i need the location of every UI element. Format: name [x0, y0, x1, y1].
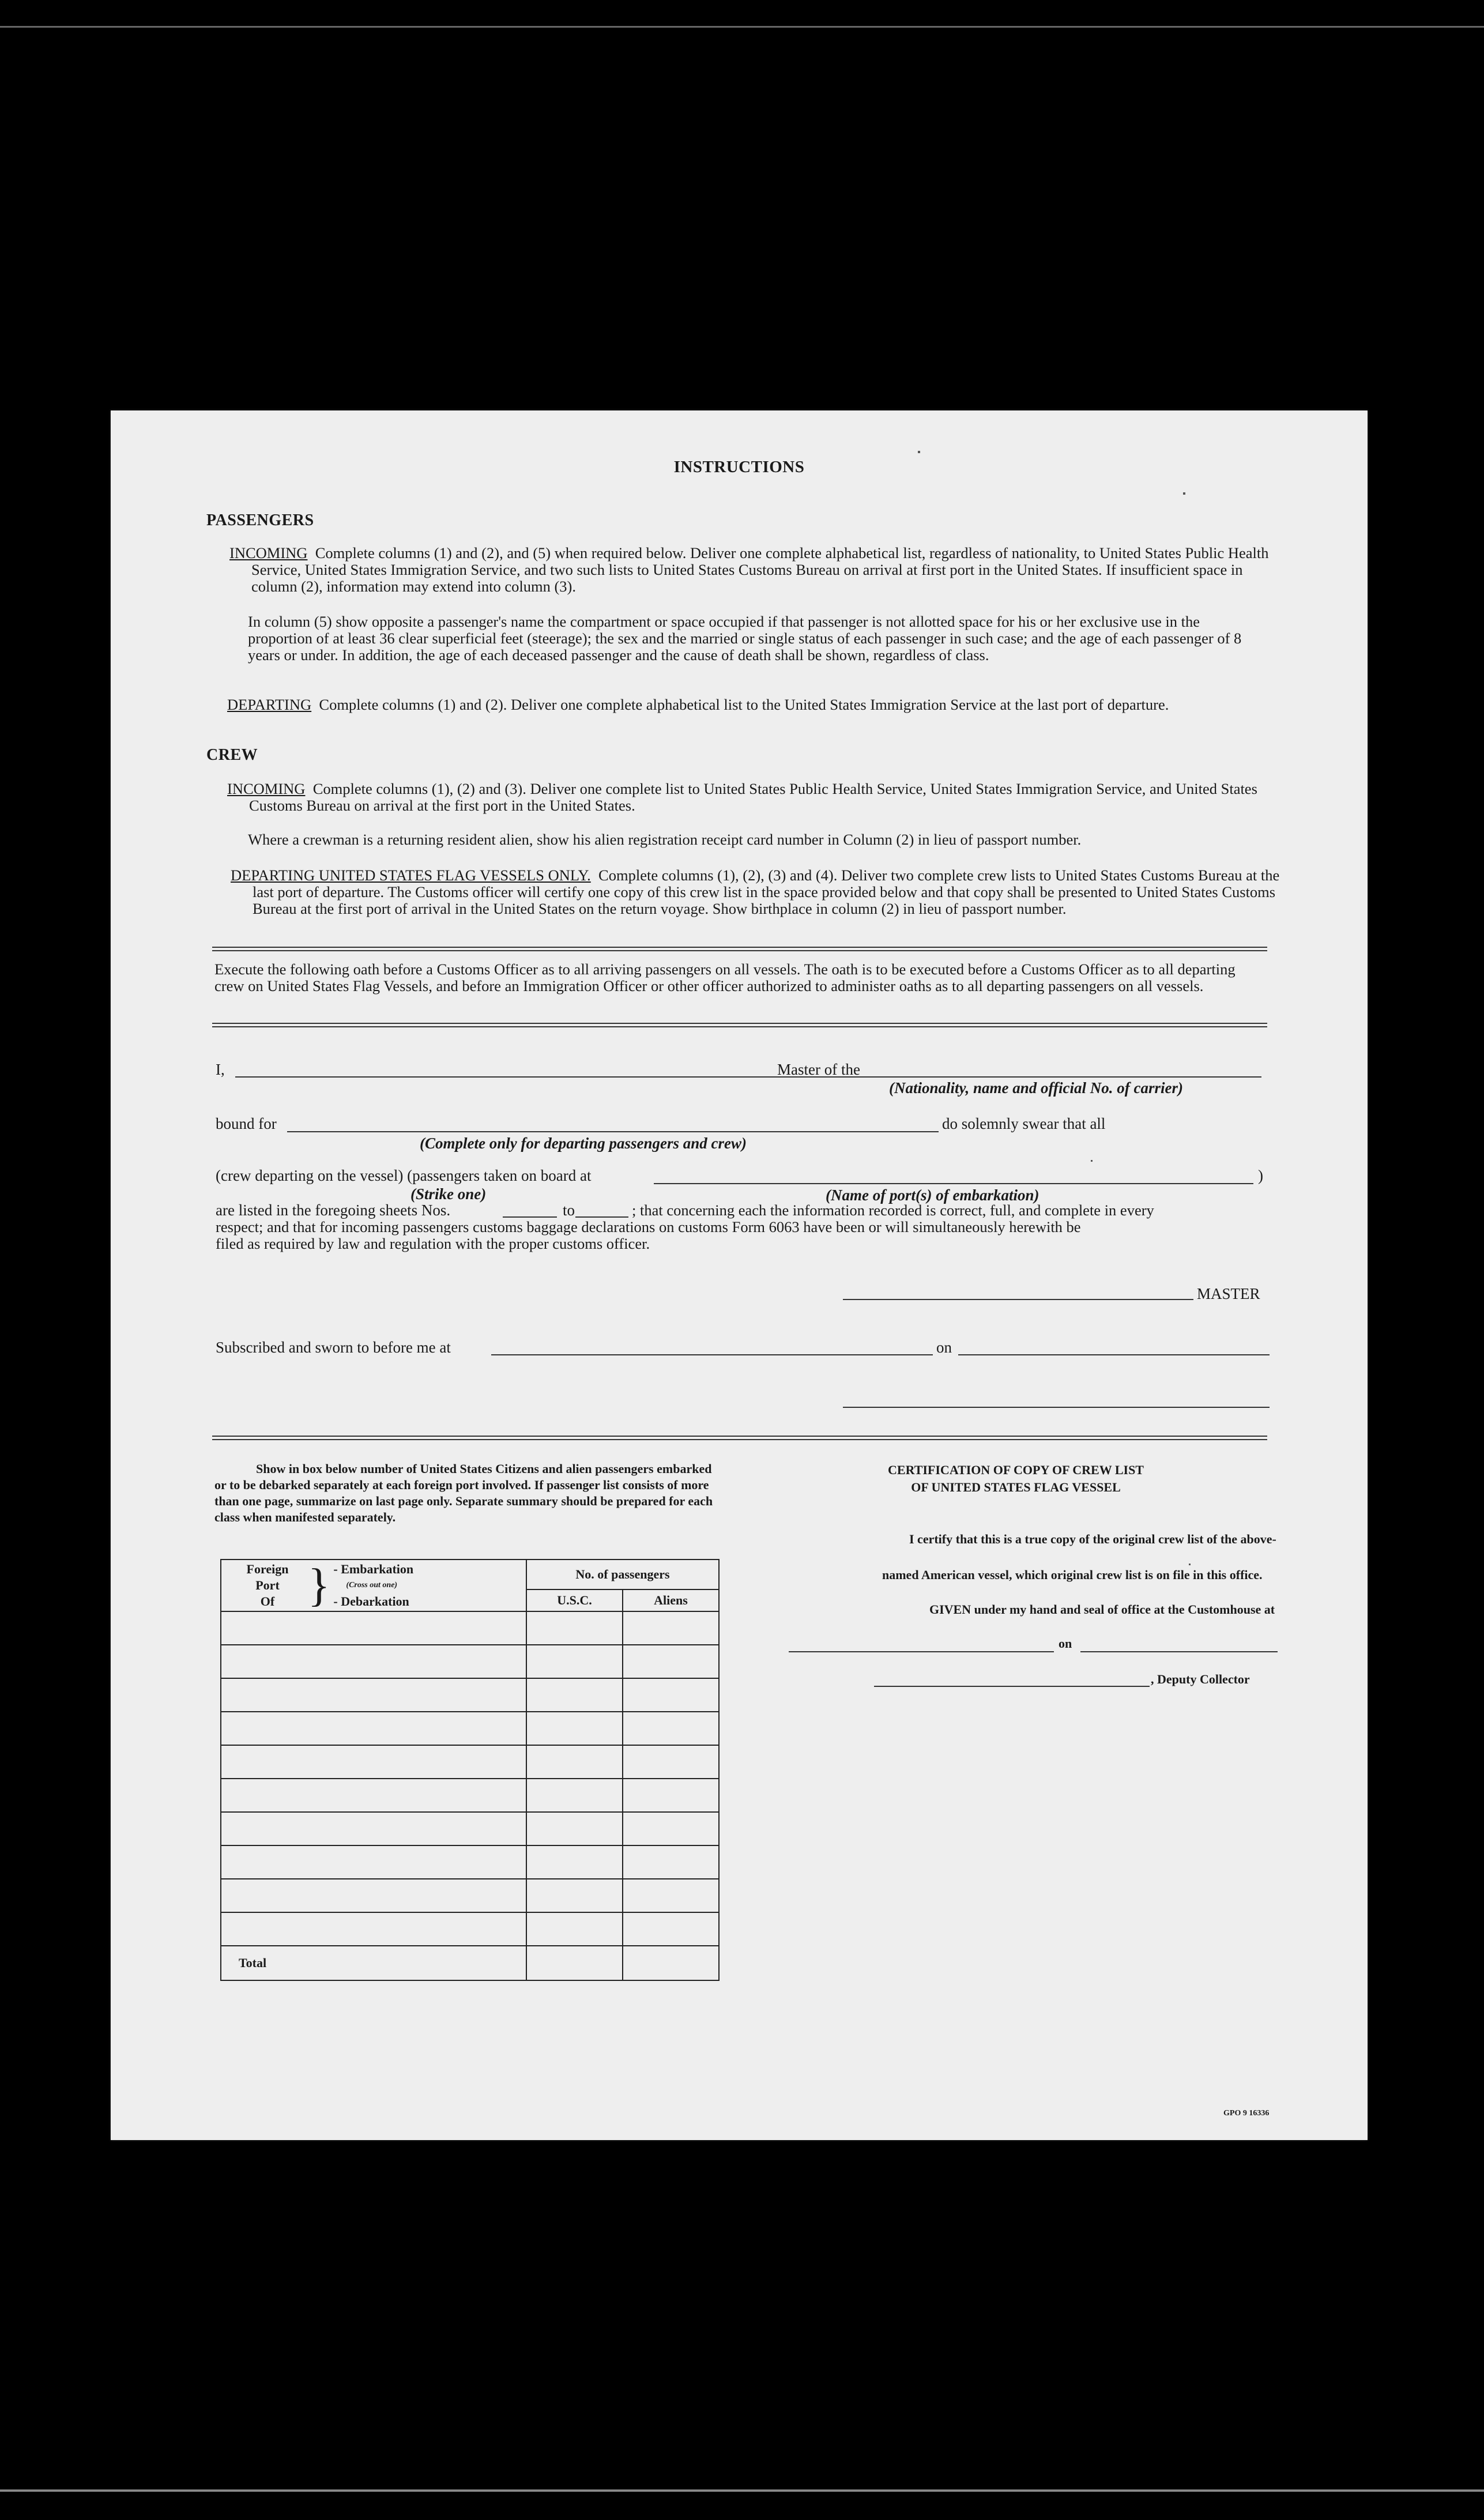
crew-incoming-paragraph [227, 781, 1281, 814]
no-passengers-header: No. of passengers [526, 1560, 719, 1589]
resident-alien-paragraph: Where a crewman is a returning resident alien, show his alien registration receipt card number in Column (2) in lieu of passport number. [248, 831, 1082, 848]
section-divider-1 [212, 947, 1267, 951]
carrier-field[interactable] [771, 1076, 1261, 1078]
deputy-signature-field[interactable] [874, 1686, 1150, 1687]
film-edge-top [0, 26, 1484, 28]
embarkation-label: - Embarkation [333, 1562, 414, 1576]
oath-intro: Execute the following oath before a Customs Officer as to all arriving passengers on all vessels. The oath is to be executed before a Customs Officer as to all departing crew on United States Flag Vessels, and before an Immigration Officer or other officer authorized to administer oaths as to all departing passengers on all vessels. [214, 960, 1236, 995]
table-row [221, 1712, 719, 1745]
aliens-cell[interactable] [623, 1712, 719, 1745]
close-paren: ) [1258, 1167, 1263, 1184]
of-label: Of [260, 1594, 275, 1609]
listed-line2: respect; and that for incoming passengers customs baggage declarations on customs Form 6063 have been or will simultaneously herewith be [216, 1218, 1081, 1235]
to-label: to [563, 1201, 575, 1219]
crew-heading: CREW [206, 746, 258, 764]
film-edge-bottom [0, 2489, 1484, 2492]
total-row [221, 1946, 719, 1980]
crew-incoming-label: INCOMING [227, 780, 306, 797]
passengers-heading: PASSENGERS [206, 511, 314, 529]
crew-departing-paragraph [231, 867, 1282, 917]
aliens-cell[interactable] [623, 1745, 719, 1779]
scan-speck [1091, 1160, 1093, 1162]
section-divider-3 [212, 1436, 1267, 1440]
total-aliens-cell[interactable] [623, 1946, 719, 1980]
cross-out-note: (Cross out one) [346, 1581, 398, 1589]
summary-intro: Show in box below number of United States Citizens and alien passengers embarked or to be debarked separately at each foreign port involved. If passenger list consists of more than one page, summarize on last page only. Separate summary should be prepared for each class when manifested separately. [214, 1461, 713, 1524]
aliens-cell[interactable] [623, 1845, 719, 1879]
departing-text: Complete columns (1) and (2). Deliver one complete alphabetical list to the United States Immigration Service at the last port of departure. [319, 696, 1169, 713]
scan-speck [918, 451, 920, 453]
departing-label: DEPARTING [227, 696, 312, 713]
certification-date-field[interactable] [1080, 1651, 1278, 1652]
table-row [221, 1812, 719, 1845]
page-title: INSTRUCTIONS [673, 458, 805, 476]
aliens-cell[interactable] [623, 1779, 719, 1812]
carrier-note: (Nationality, name and official No. of carrier) [889, 1079, 1183, 1097]
port-cell[interactable] [221, 1745, 526, 1779]
form-page [111, 410, 1368, 2140]
certification-line-2: named American vessel, which original crew list is on file in this office. [882, 1568, 1263, 1582]
usc-cell[interactable] [526, 1879, 623, 1912]
listed-prefix: are listed in the foregoing sheets Nos. [216, 1201, 451, 1219]
certification-title-2: OF UNITED STATES FLAG VESSEL [911, 1480, 1121, 1494]
total-label-cell [221, 1946, 526, 1980]
aliens-cell[interactable] [623, 1812, 719, 1845]
scan-speck [1183, 492, 1185, 495]
certification-title-1: CERTIFICATION OF COPY OF CREW LIST [888, 1463, 1144, 1477]
port-cell[interactable] [221, 1812, 526, 1845]
listed-rest: ; that concerning each the information recorded is correct, full, and complete in every [632, 1201, 1154, 1219]
sheet-from-field[interactable] [503, 1216, 557, 1218]
customhouse-field[interactable] [789, 1651, 1054, 1652]
certification-line-1: I certify that this is a true copy of the original crew list of the above- [909, 1532, 1276, 1546]
debarkation-label: - Debarkation [333, 1594, 409, 1609]
bound-for-label: bound for [216, 1115, 277, 1132]
sheet-to-field[interactable] [575, 1216, 628, 1218]
usc-cell[interactable] [526, 1779, 623, 1812]
sworn-place-field[interactable] [491, 1354, 933, 1355]
aliens-cell[interactable] [623, 1678, 719, 1712]
port-cell[interactable] [221, 1779, 526, 1812]
aliens-cell[interactable] [623, 1912, 719, 1946]
port-cell[interactable] [221, 1678, 526, 1712]
scan-speck [1189, 1564, 1191, 1565]
usc-cell[interactable] [526, 1678, 623, 1712]
table-row [221, 1912, 719, 1946]
subscribed-label: Subscribed and sworn to before me at [216, 1339, 451, 1356]
passengers-departing-paragraph [227, 696, 1281, 713]
table-row [221, 1879, 719, 1912]
table-row [221, 1779, 719, 1812]
total-usc-cell[interactable] [526, 1946, 623, 1980]
table-row [221, 1845, 719, 1879]
certification-line-3: GIVEN under my hand and seal of office at the Customhouse at [929, 1602, 1275, 1617]
usc-cell[interactable] [526, 1912, 623, 1946]
sworn-on-label: on [936, 1339, 952, 1356]
port-header-cell [221, 1560, 526, 1611]
brace-glyph: } [308, 1560, 330, 1611]
port-cell[interactable] [221, 1611, 526, 1645]
swear-label: do solemnly swear that all [942, 1115, 1106, 1132]
strike-one-note: (Strike one) [410, 1185, 487, 1203]
table-row [221, 1678, 719, 1712]
usc-cell[interactable] [526, 1812, 623, 1845]
aliens-cell[interactable] [623, 1879, 719, 1912]
table-row [221, 1611, 719, 1645]
crew-departing-text: Complete columns (1), (2), (3) and (4). Deliver two complete crew lists to United States Customs Bureau at the last port of departure. The Customs officer will certify one copy of this crew list in the space provided below and that copy shall be presented to United States Customs Bureau at the first port of arrival in the United States on the return voyage. Show birthplace in column (2) in lieu of passport number. [253, 867, 1280, 917]
ports-field[interactable] [654, 1183, 1253, 1184]
usc-cell[interactable] [526, 1712, 623, 1745]
usc-cell[interactable] [526, 1745, 623, 1779]
crew-incoming-text: Complete columns (1), (2) and (3). Deliver one complete list to United States Public Health Service, United States Immigration Service, and United States Customs Bureau on arrival at the first port in the United States. [249, 780, 1257, 814]
crew-departing-label: DEPARTING UNITED STATES FLAG VESSELS ONLY. [231, 867, 591, 884]
master-of-label: Master of the [777, 1061, 860, 1078]
port-cell[interactable] [221, 1912, 526, 1946]
foreign-label: Foreign [246, 1562, 289, 1576]
aliens-cell[interactable] [623, 1611, 719, 1645]
column5-paragraph: In column (5) show opposite a passenger's name the compartment or space occupied if that passenger is not allotted space for his or her exclusive use in the proportion of at least 36 clear superficial feet (steerage); the sex and the married or single status of each passenger in such case; and the age of each passenger of 8 years or under. In addition, the age of each deceased passenger and the cause of death shall be shown, regardless of class. [248, 613, 1242, 664]
crew-passengers-label: (crew departing on the vessel) (passengers taken on board at [216, 1167, 592, 1184]
departing-only-note: (Complete only for departing passengers and crew) [420, 1135, 747, 1152]
bound-for-field[interactable] [287, 1131, 939, 1132]
officer-signature-field[interactable] [843, 1407, 1270, 1408]
aliens-cell[interactable] [623, 1645, 719, 1678]
aliens-header: Aliens [623, 1589, 719, 1611]
sworn-date-field[interactable] [958, 1354, 1270, 1355]
section-divider-2 [212, 1023, 1267, 1027]
certification-on-label: on [1059, 1636, 1072, 1651]
port-cell[interactable] [221, 1879, 526, 1912]
master-name-field[interactable] [235, 1076, 774, 1078]
table-row [221, 1745, 719, 1779]
ports-note: (Name of port(s) of embarkation) [826, 1186, 1039, 1204]
usc-cell[interactable] [526, 1645, 623, 1678]
table-row [221, 1645, 719, 1678]
passengers-incoming-paragraph [229, 545, 1283, 595]
master-signature-field[interactable] [843, 1299, 1193, 1300]
port-cell[interactable] [221, 1845, 526, 1879]
port-cell[interactable] [221, 1645, 526, 1678]
port-cell[interactable] [221, 1712, 526, 1745]
port-label: Port [255, 1578, 280, 1592]
usc-cell[interactable] [526, 1845, 623, 1879]
total-label: Total [239, 1956, 267, 1970]
usc-header: U.S.C. [526, 1589, 623, 1611]
incoming-text: Complete columns (1) and (2), and (5) when required below. Deliver one complete alphabetical list, regardless of nationality, to United States Public Health Service, United States Immigration Service, and two such lists to United States Customs Bureau on arrival at first port in the United States. If insufficient space in column (2), information may extend into column (3). [251, 544, 1269, 595]
incoming-label: INCOMING [229, 544, 308, 562]
master-label: MASTER [1197, 1285, 1260, 1302]
gpo-code: GPO 9 16336 [1223, 2109, 1270, 2118]
listed-line3: filed as required by law and regulation with the proper customs officer. [216, 1235, 650, 1252]
oath-i-label: I, [216, 1061, 225, 1078]
deputy-collector-label: , Deputy Collector [1151, 1672, 1250, 1686]
passenger-summary-table [220, 1559, 720, 1981]
usc-cell[interactable] [526, 1611, 623, 1645]
